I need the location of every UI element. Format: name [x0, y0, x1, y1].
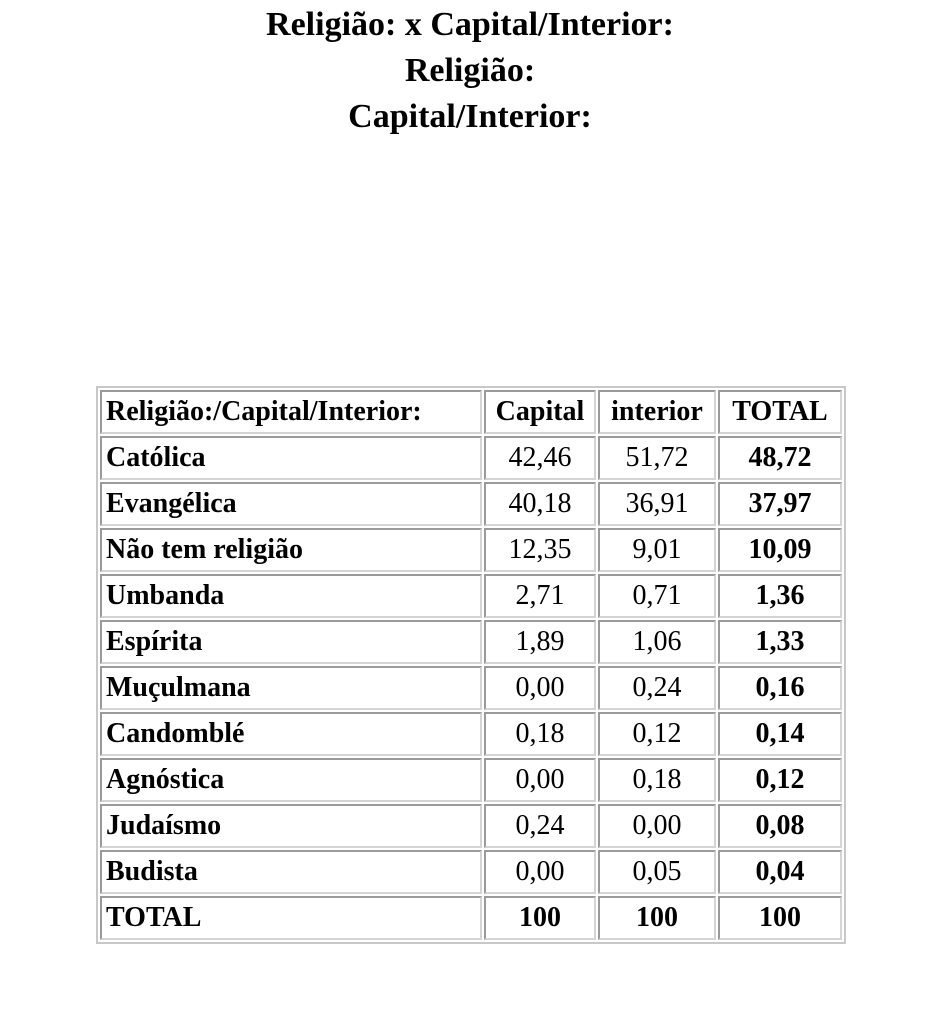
row-label: Umbanda: [100, 574, 482, 618]
table-row: [100, 850, 842, 894]
row-label: Budista: [100, 850, 482, 894]
religion-table: [96, 386, 846, 944]
total-value: 0,14: [718, 712, 842, 756]
interior-value: 1,06: [598, 620, 716, 664]
capital-value: 1,89: [484, 620, 596, 664]
grand-total: 100: [718, 896, 842, 940]
table-row: [100, 436, 842, 480]
interior-value: 9,01: [598, 528, 716, 572]
row-label: Não tem religião: [100, 528, 482, 572]
subtitle-religion: Religião:: [404, 52, 536, 89]
interior-value: 0,00: [598, 804, 716, 848]
total-value: 1,36: [718, 574, 842, 618]
capital-total: 100: [484, 896, 596, 940]
table-row: [100, 758, 842, 802]
total-value: 0,12: [718, 758, 842, 802]
table-row: [100, 712, 842, 756]
capital-value: 0,00: [484, 666, 596, 710]
row-label: Espírita: [100, 620, 482, 664]
capital-value: 0,18: [484, 712, 596, 756]
interior-total: 100: [598, 896, 716, 940]
capital-value: 0,00: [484, 850, 596, 894]
header-cell-interior: interior: [598, 390, 716, 434]
interior-value: 0,18: [598, 758, 716, 802]
row-label: Candomblé: [100, 712, 482, 756]
total-value: 37,97: [718, 482, 842, 526]
total-value: 0,04: [718, 850, 842, 894]
total-row-label: TOTAL: [100, 896, 482, 940]
row-label: Católica: [100, 436, 482, 480]
table-total-row: [100, 896, 842, 940]
capital-value: 42,46: [484, 436, 596, 480]
table-row: [100, 574, 842, 618]
total-value: 10,09: [718, 528, 842, 572]
capital-value: 12,35: [484, 528, 596, 572]
title-block: [0, 2, 940, 140]
interior-value: 36,91: [598, 482, 716, 526]
interior-value: 0,05: [598, 850, 716, 894]
row-label: Judaísmo: [100, 804, 482, 848]
subtitle-capital-interior: Capital/Interior:: [348, 98, 592, 135]
row-label: Agnóstica: [100, 758, 482, 802]
header-cell-capital: Capital: [484, 390, 596, 434]
interior-value: 51,72: [598, 436, 716, 480]
table-header-row: [100, 390, 842, 434]
row-label: Muçulmana: [100, 666, 482, 710]
header-cell-religion: Religião:/Capital/Interior:: [100, 390, 482, 434]
interior-value: 0,12: [598, 712, 716, 756]
header-cell-total: TOTAL: [718, 390, 842, 434]
total-value: 1,33: [718, 620, 842, 664]
interior-value: 0,71: [598, 574, 716, 618]
table-row: [100, 666, 842, 710]
table-row: [100, 482, 842, 526]
total-value: 48,72: [718, 436, 842, 480]
capital-value: 40,18: [484, 482, 596, 526]
interior-value: 0,24: [598, 666, 716, 710]
total-value: 0,08: [718, 804, 842, 848]
capital-value: 0,24: [484, 804, 596, 848]
table-row: [100, 528, 842, 572]
capital-value: 2,71: [484, 574, 596, 618]
main-title: Religião: x Capital/Interior:: [266, 6, 674, 43]
table-row: [100, 620, 842, 664]
total-value: 0,16: [718, 666, 842, 710]
table-row: [100, 804, 842, 848]
capital-value: 0,00: [484, 758, 596, 802]
row-label: Evangélica: [100, 482, 482, 526]
